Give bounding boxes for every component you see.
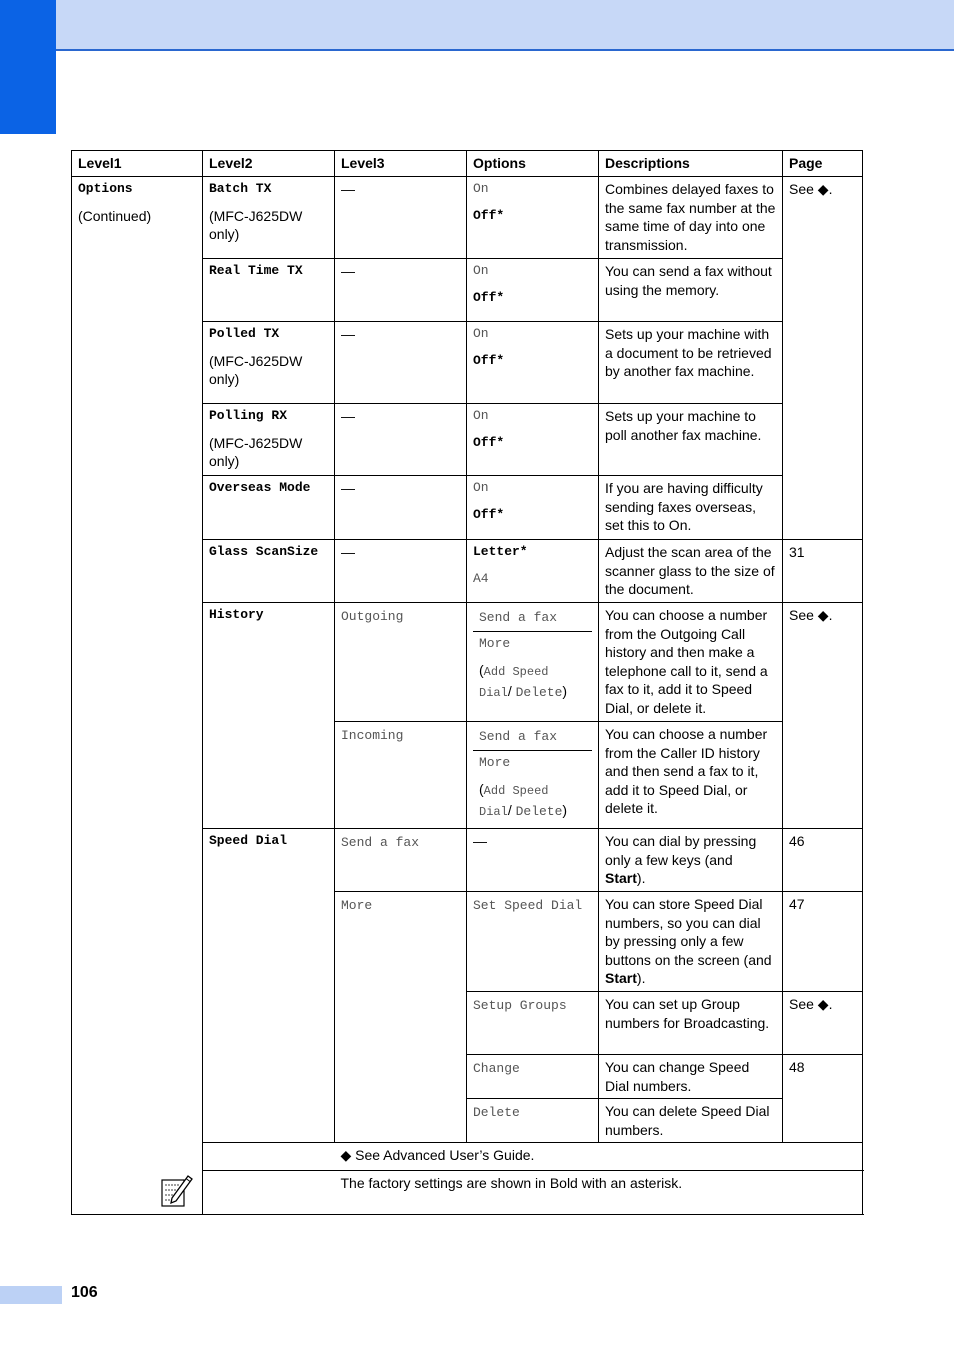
level1-continued: (Continued) — [78, 207, 152, 224]
page-ref: 47 — [783, 892, 863, 992]
option-delete: Delete — [515, 685, 563, 700]
description: You can change Speed Dial numbers. — [599, 1055, 783, 1099]
level2-real-time-tx: Real Time TX — [209, 263, 303, 278]
option-more: More (Add Speed Dial/ Delete) — [473, 631, 592, 707]
description: You can choose a number from the Caller ID history and then send a fax to it, add it to Speed Dial, or delete it. — [599, 722, 783, 829]
footnote: ◆ See Advanced User’s Guide. — [335, 1143, 863, 1171]
option-on: On — [473, 181, 489, 196]
chapter-tab — [0, 0, 56, 134]
option-add-speed-dial: Add Speed Dial — [479, 665, 549, 700]
level2-speed-dial: Speed Dial — [209, 833, 288, 848]
column-header: Level3 — [335, 151, 467, 177]
option-delete: Delete — [473, 1105, 520, 1120]
description: You can store Speed Dial numbers, so you can dial by pressing only a few buttons on the screen (and Start). — [599, 892, 783, 992]
column-header: Descriptions — [599, 151, 783, 177]
option-delete: Delete — [515, 804, 563, 819]
level2-polling-rx: Polling RX — [209, 408, 288, 423]
page-ref: 31 — [783, 540, 863, 603]
option-off-default: Off* — [473, 506, 505, 522]
option-change: Change — [473, 1061, 520, 1076]
option-off-default: Off* — [473, 352, 505, 368]
level3-cell: — — [335, 177, 467, 259]
description: You can send a fax without using the memory. — [599, 259, 783, 322]
description: You can dial by pressing only a few keys (and Start). — [599, 829, 783, 892]
option-more-label: More — [479, 754, 511, 770]
option-add-speed-dial: Add Speed Dial — [479, 784, 549, 819]
model-note: (MFC-J625DW only) — [209, 207, 303, 242]
level3-send-a-fax: Send a fax — [341, 835, 420, 850]
column-header: Level2 — [203, 151, 335, 177]
table-header-row — [72, 151, 863, 177]
option-send-a-fax: Send a fax — [479, 729, 558, 744]
level1-cell — [72, 177, 203, 1215]
level3-cell — [335, 722, 467, 829]
footer-band — [0, 1286, 62, 1304]
model-note: (MFC-J625DW only) — [209, 434, 303, 469]
column-header: Level1 — [72, 151, 203, 177]
level2-polled-tx: Polled TX — [209, 326, 280, 341]
description: You can delete Speed Dial numbers. — [599, 1099, 783, 1143]
option-off-default: Off* — [473, 289, 505, 305]
option-off-default: Off* — [473, 434, 505, 450]
page-ref: See ◆. — [783, 992, 863, 1055]
description: You can choose a number from the Outgoing Call history and then make a telephone call to it, send a fax to it, add it to Speed Dial, or delete it. — [599, 603, 783, 722]
level2-glass-scansize: Glass ScanSize — [209, 544, 319, 559]
column-header: Page — [783, 151, 863, 177]
settings-table — [71, 150, 863, 1215]
description: You can set up Group numbers for Broadcasting. — [599, 992, 783, 1055]
level3-cell: — — [335, 322, 467, 404]
option-set-speed-dial: Set Speed Dial — [473, 898, 583, 913]
page-ref: 48 — [783, 1055, 863, 1143]
note-text: The factory settings are shown in Bold with an asterisk. — [335, 1171, 863, 1215]
page-ref: See ◆. — [783, 603, 863, 829]
option-on: On — [473, 326, 489, 341]
page-ref: 46 — [783, 829, 863, 892]
option-a4: A4 — [473, 570, 489, 586]
option-none: — — [467, 829, 599, 892]
level3-cell — [335, 603, 467, 722]
option-off-default: Off* — [473, 207, 505, 223]
level3-cell: — — [335, 540, 467, 603]
page-number: 106 — [71, 1284, 98, 1301]
level2-batch-tx: Batch TX — [209, 181, 272, 196]
option-send-a-fax: Send a fax — [479, 610, 558, 625]
table-row — [72, 177, 863, 259]
description: If you are having difficulty sending faxes overseas, set this to On. — [599, 476, 783, 540]
option-more: More (Add Speed Dial/ Delete) — [473, 750, 592, 826]
level2-overseas-mode: Overseas Mode — [209, 480, 311, 495]
column-header: Options — [467, 151, 599, 177]
option-on: On — [473, 263, 489, 278]
description: Adjust the scan area of the scanner glass to the size of the document. — [599, 540, 783, 603]
option-on: On — [473, 480, 489, 495]
level2-history: History — [209, 607, 264, 622]
level3-cell: — — [335, 259, 467, 322]
level1-name: Options — [78, 181, 133, 196]
description: Combines delayed faxes to the same fax number at the same time of day into one transmission. — [599, 177, 783, 259]
level3-outgoing: Outgoing — [341, 609, 404, 624]
header-band — [0, 0, 954, 51]
description: Sets up your machine to poll another fax machine. — [599, 404, 783, 476]
description: Sets up your machine with a document to be retrieved by another fax machine. — [599, 322, 783, 404]
note-pencil-icon — [160, 1172, 194, 1208]
option-on: On — [473, 408, 489, 423]
model-note: (MFC-J625DW only) — [209, 352, 303, 387]
option-more-label: More — [479, 635, 511, 651]
level3-incoming: Incoming — [341, 728, 404, 743]
page-ref: See ◆. — [783, 177, 863, 540]
option-setup-groups: Setup Groups — [473, 998, 567, 1013]
option-letter-default: Letter* — [473, 544, 528, 559]
level3-cell: — — [335, 404, 467, 476]
level3-more: More — [341, 898, 373, 913]
level3-cell: — — [335, 476, 467, 540]
